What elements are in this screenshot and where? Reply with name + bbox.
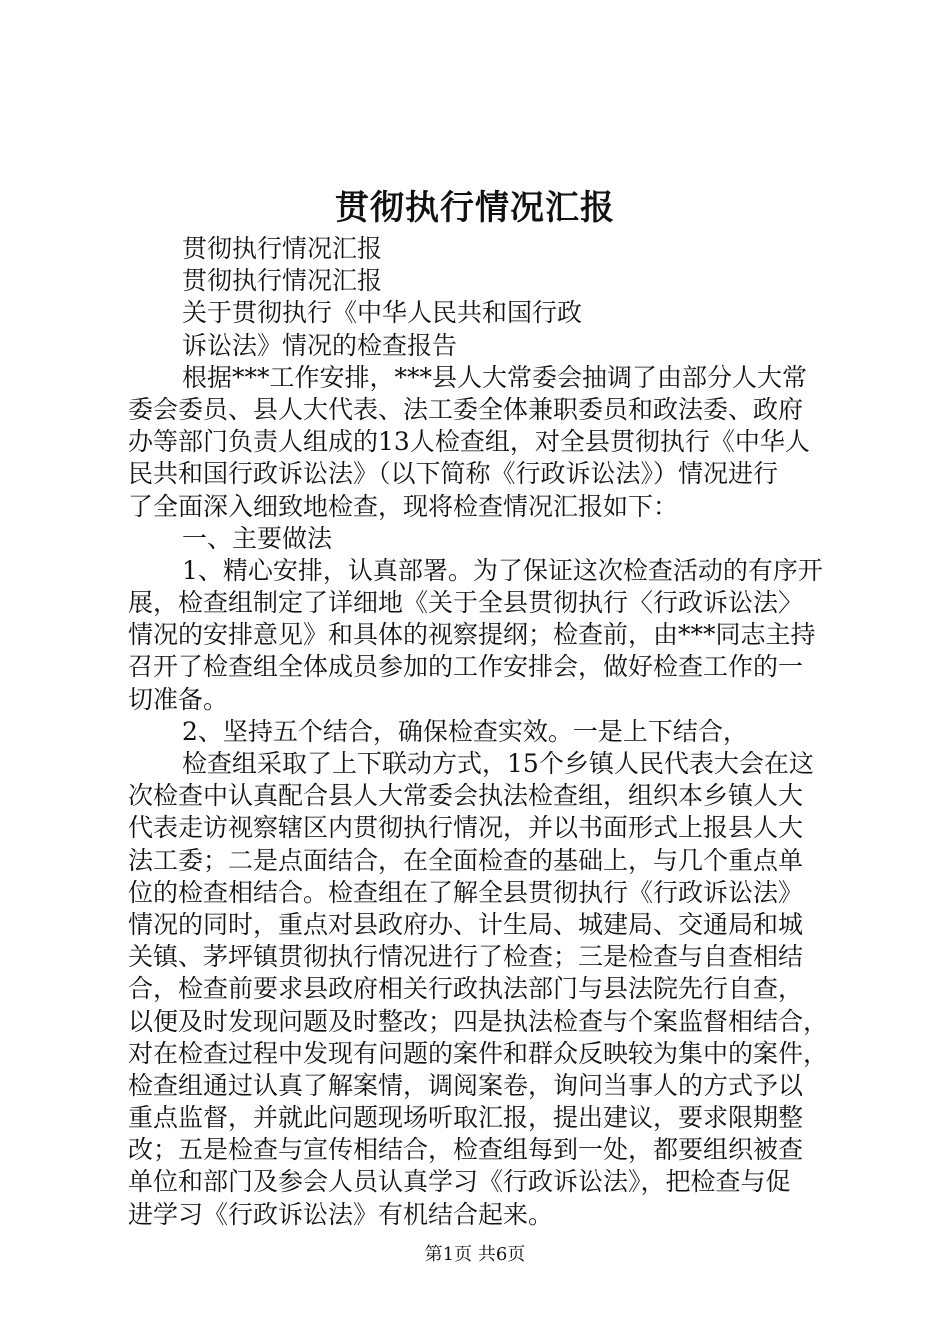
text-line: 贯彻执行情况汇报	[182, 234, 383, 263]
text-line: 召开了检查组全体成员参加的工作安排会，做好检查工作的一	[128, 652, 804, 682]
text-line: 关于贯彻执行《中华人民共和国行政	[182, 298, 583, 328]
document-title: 贯彻执行情况汇报	[335, 188, 615, 228]
text-line: 委会委员、县人大代表、法工委全体兼职委员和政法委、政府	[128, 394, 804, 424]
text-line: 切准备。	[128, 684, 229, 714]
text-line: 情况的同时，重点对县政府办、计生局、城建局、交通局和城	[128, 909, 804, 939]
page-number-footer: 第1页 共6页	[424, 1244, 526, 1265]
text-line: 诉讼法》情况的检查报告	[182, 330, 458, 360]
text-line: 单位和部门及参会人员认真学习《行政诉讼法》，把检查与促	[128, 1167, 791, 1197]
text-line: 位的检查相结合。检查组在了解全县贯彻执行《行政诉讼法》	[128, 877, 804, 907]
text-line: 改；五是检查与宣传相结合，检查组每到一处，都要组织被查	[128, 1135, 804, 1165]
text-line: 情况的安排意见》和具体的视察提纲；检查前，由***同志主持	[128, 620, 816, 650]
document-body	[128, 233, 838, 1231]
text-line: 1、精心安排，认真部署。为了保证这次检查活动的有序开	[182, 555, 823, 585]
text-line: 法工委；二是点面结合，在全面检查的基础上，与几个重点单	[128, 845, 804, 875]
text-line: 合，检查前要求县政府相关行政执法部门与县法院先行自查，	[128, 974, 804, 1004]
text-line: 检查组通过认真了解案情，调阅案卷，询问当事人的方式予以	[128, 1070, 804, 1100]
text-line: 检查组采取了上下联动方式，15个乡镇人民代表大会在这	[182, 749, 814, 778]
text-line: 次检查中认真配合县人大常委会执法检查组，组织本乡镇人大	[128, 781, 804, 811]
text-line: 重点监督，并就此问题现场听取汇报，提出建议，要求限期整	[128, 1103, 804, 1133]
text-line: 一、主要做法	[182, 523, 333, 553]
text-line: 民共和国行政诉讼法》（以下简称《行政诉讼法》）情况进行	[128, 459, 779, 489]
text-line: 展，检查组制定了详细地《关于全县贯彻执行〈行政诉讼法〉	[128, 588, 804, 618]
text-line: 对在检查过程中发现有问题的案件和群众反映较为集中的案件，	[128, 1038, 829, 1068]
text-line: 办等部门负责人组成的13人检查组，对全县贯彻执行《中华人	[128, 427, 810, 457]
text-line: 进学习《行政诉讼法》有机结合起来。	[128, 1199, 554, 1229]
text-line: 关镇、茅坪镇贯彻执行情况进行了检查；三是检查与自查相结	[128, 942, 804, 972]
text-line: 了全面深入细致地检查，现将检查情况汇报如下：	[128, 491, 679, 521]
text-line: 贯彻执行情况汇报	[182, 266, 383, 296]
text-line: 根据***工作安排，***县人大常委会抽调了由部分人大常	[182, 362, 808, 392]
text-line: 2、坚持五个结合，确保检查实效。一是上下结合，	[182, 716, 748, 746]
text-line: 代表走访视察辖区内贯彻执行情况，并以书面形式上报县人大	[128, 813, 804, 843]
text-line: 以便及时发现问题及时整改；四是执法检查与个案监督相结合，	[128, 1006, 829, 1036]
